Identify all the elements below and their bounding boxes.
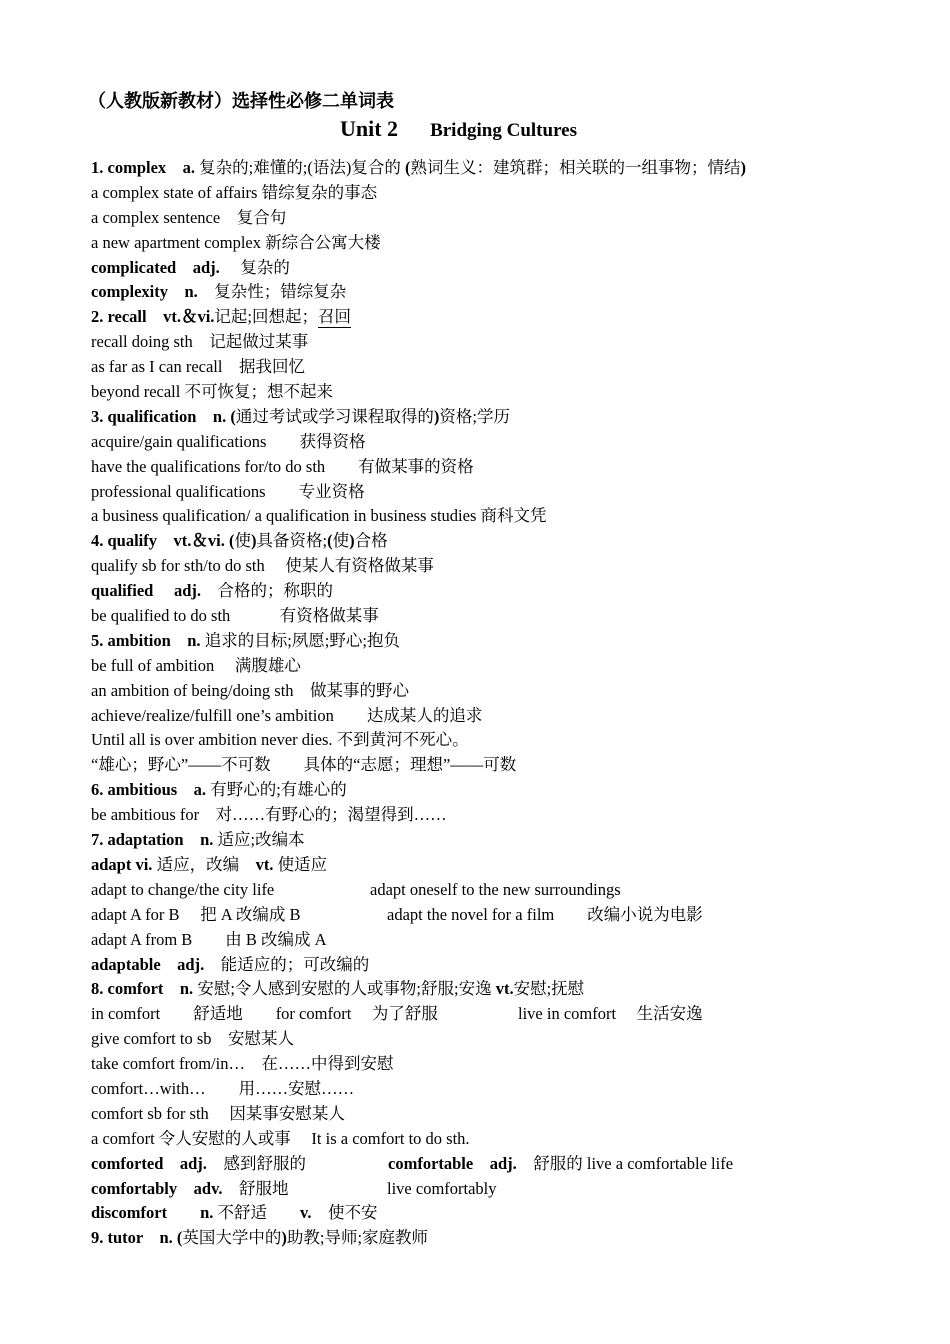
- vocab-line: [91, 380, 921, 405]
- headword-text: comforted adj.: [91, 1153, 207, 1173]
- line-text: [91, 208, 286, 227]
- headword-text: 4. qualify vt.＆vi. (: [91, 531, 235, 551]
- line-text: [91, 606, 379, 625]
- headword-text: ): [250, 531, 257, 551]
- definition-text: 有野心的;有雄心的: [210, 780, 347, 800]
- headword-text: adaptable adj.: [91, 954, 205, 974]
- vocab-line: [91, 355, 921, 380]
- definition-text: comfort sb for sth 因某事安慰某人: [91, 1103, 345, 1123]
- definition-text: adapt oneself to the new surroundings: [370, 879, 621, 899]
- line-text: [91, 681, 409, 700]
- vocab-line: [91, 1077, 921, 1102]
- line-text: [91, 930, 327, 949]
- line-text: [91, 581, 333, 600]
- definition-text: 适应;改编本: [217, 830, 305, 850]
- definition-text: be full of ambition 满腹雄心: [91, 655, 301, 675]
- definition-text: 熟词生义：建筑群；相关联的一组事物；情结: [410, 158, 741, 177]
- line-text: [91, 258, 290, 277]
- definition-text: be qualified to do sth 有资格做某事: [91, 606, 379, 626]
- definition-text: 安慰;令人感到安慰的人或事物;舒服;安逸: [197, 979, 496, 999]
- headword-text: 9. tutor n. (: [91, 1228, 183, 1248]
- definition-text: recall doing sth 记起做过某事: [91, 332, 309, 352]
- line-text: [91, 656, 301, 675]
- definition-text: 复杂的;难懂的;(语法)复合的: [199, 158, 405, 177]
- definition-text: give comfort to sb 安慰某人: [91, 1029, 295, 1049]
- vocab-line: [91, 455, 921, 480]
- definition-text: adapt A from B 由 B 改编成 A: [91, 929, 327, 949]
- line-text: [91, 1203, 377, 1222]
- vocab-line: [91, 1201, 921, 1226]
- definition-text: have the qualifications for/to do sth 有做某事的资格: [91, 456, 474, 476]
- line-text: [91, 432, 365, 451]
- definition-text: an ambition of being/doing sth 做某事的野心: [91, 680, 410, 700]
- line-text: [91, 1029, 294, 1048]
- line-text: [91, 955, 369, 974]
- line-text: [91, 183, 377, 202]
- line-text: [91, 780, 347, 799]
- line-text: [91, 1104, 345, 1123]
- line-text: [91, 631, 400, 650]
- definition-text: 不舒适: [213, 1203, 300, 1223]
- definition-text: a comfort 令人安慰的人或事 It is a comfort to do sth.: [91, 1128, 470, 1148]
- line-text: [91, 506, 547, 525]
- line-text-column: [388, 1152, 733, 1177]
- definition-text: 英国大学中的: [182, 1228, 282, 1248]
- document-title: （人教版新教材）选择性必修二单词表: [88, 91, 394, 112]
- vocab-line: [91, 504, 921, 529]
- line-text: [91, 1054, 393, 1073]
- vocab-line: [91, 256, 921, 281]
- definition-text: 追求的目标;夙愿;野心;抱负: [204, 630, 400, 650]
- definition-text: 使: [234, 531, 251, 551]
- definition-text: 通过考试或学习课程取得的: [235, 406, 434, 426]
- definition-text: 记起;回想起；: [214, 307, 319, 327]
- definition-text: take comfort from/in… 在……中得到安慰: [91, 1054, 394, 1074]
- vocab-line: [91, 853, 921, 878]
- unit-number: Unit 2: [340, 116, 399, 141]
- definition-text: a business qualification/ a qualification in business studies 商科文凭: [91, 506, 547, 526]
- vocab-line: [91, 554, 921, 579]
- vocab-line: [91, 654, 921, 679]
- definition-text: comfort…with… 用……安慰……: [91, 1078, 355, 1098]
- headword-text: complicated adj.: [91, 257, 220, 277]
- line-text: [91, 407, 510, 426]
- vocab-line: [91, 330, 921, 355]
- line-text: [91, 706, 482, 725]
- definition-text: 复杂的: [219, 257, 290, 277]
- headword-text: vt.: [495, 979, 514, 999]
- headword-text: adapt vi.: [91, 854, 157, 874]
- definition-text: 舒服的 live a comfortable life: [516, 1153, 734, 1173]
- headword-text: complexity n.: [91, 282, 198, 302]
- vocab-line: [91, 679, 921, 704]
- line-text: [91, 382, 333, 401]
- vocab-line: [91, 803, 921, 828]
- vocab-line: [91, 1002, 921, 1027]
- headword-text: 7. adaptation n.: [91, 830, 218, 850]
- line-text: [91, 1079, 354, 1098]
- headword-text: ): [433, 406, 440, 426]
- definition-text: 舒服地: [222, 1178, 289, 1198]
- headword-text: 5. ambition n.: [91, 630, 205, 650]
- definition-text: a complex state of affairs 错综复杂的事态: [91, 182, 378, 202]
- vocab-line: [91, 977, 921, 1002]
- line-text: [91, 1129, 470, 1148]
- definition-text: live comfortably: [387, 1178, 497, 1198]
- vocab-line: [91, 181, 921, 206]
- headword-text: (: [327, 531, 333, 551]
- line-text: [91, 755, 516, 774]
- definition-text: professional qualifications 专业资格: [91, 481, 365, 501]
- headword-text: 1. complex a.: [91, 158, 200, 177]
- line-text: [91, 158, 746, 177]
- definition-text: achieve/realize/fulfill one’s ambition 达成某人的追求: [91, 705, 483, 725]
- vocab-line: [91, 753, 921, 778]
- headword-text: (: [404, 158, 411, 177]
- headword-text: qualified adj.: [91, 581, 202, 601]
- definition-text: live in comfort 生活安逸: [518, 1004, 703, 1024]
- line-text: [91, 482, 365, 501]
- definition-text: 使: [332, 531, 350, 551]
- line-text: [91, 979, 584, 998]
- line-text: [91, 233, 381, 252]
- line-text: [91, 556, 434, 575]
- line-text: [91, 1004, 438, 1023]
- vocab-line: [91, 953, 921, 978]
- headword-text: ): [281, 1228, 287, 1248]
- vocab-line: [91, 629, 921, 654]
- vocab-line: [91, 604, 921, 629]
- vocab-line: [91, 704, 921, 729]
- unit-heading: [340, 116, 577, 142]
- vocab-line: [91, 1052, 921, 1077]
- vocab-line: [91, 928, 921, 953]
- vocab-line: [91, 1027, 921, 1052]
- vocab-line: [91, 728, 921, 753]
- definition-text: adapt the novel for a film 改编小说为电影: [387, 904, 703, 924]
- definition-text: 适应，改编: [156, 854, 256, 874]
- definition-text: a new apartment complex 新综合公寓大楼: [91, 232, 381, 252]
- definition-text: adapt A for B 把 A 改编成 B: [91, 904, 301, 924]
- line-text-column: [518, 1002, 703, 1027]
- line-text: [91, 1179, 289, 1198]
- line-text: [91, 1154, 306, 1173]
- line-text: [91, 332, 308, 351]
- vocab-line: [91, 405, 921, 430]
- definition-text: beyond recall 不可恢复；想不起来: [91, 382, 333, 402]
- definition-text: 合格的；称职的: [201, 581, 334, 601]
- headword-text: 6. ambitious a.: [91, 780, 211, 800]
- line-text: [91, 855, 327, 874]
- vocab-line: [91, 579, 921, 604]
- vocab-line: [91, 828, 921, 853]
- headword-text: 3. qualification n. (: [91, 406, 236, 426]
- line-text: [91, 730, 469, 749]
- line-text: [91, 282, 346, 301]
- vocab-line: [91, 1127, 921, 1152]
- line-text-column: [370, 878, 621, 903]
- definition-text: a complex sentence 复合句: [91, 207, 287, 227]
- line-text-column: [387, 903, 703, 928]
- line-text: [91, 307, 351, 328]
- line-text: [91, 531, 388, 550]
- headword-text: ): [349, 531, 355, 551]
- definition-text: Until all is over ambition never dies. 不到黄河不死心。: [91, 730, 469, 750]
- line-text: [91, 880, 274, 899]
- headword-text: comfortable adj.: [388, 1153, 517, 1173]
- headword-text: vt.: [255, 854, 278, 874]
- headword-text: comfortably adv.: [91, 1178, 223, 1198]
- definition-text: 感到舒服的: [206, 1153, 306, 1173]
- definition-text: 资格;学历: [439, 406, 510, 426]
- definition-text: 安慰;抚慰: [513, 979, 585, 999]
- line-text: [91, 805, 447, 824]
- line-text-column: [387, 1177, 497, 1202]
- vocab-line: [91, 206, 921, 231]
- vocab-line: [91, 305, 921, 330]
- headword-text: ): [740, 158, 746, 177]
- definition-text: 使不安: [311, 1203, 378, 1223]
- vocab-line: [91, 231, 921, 256]
- vocab-line: [91, 529, 921, 554]
- headword-text: v.: [300, 1203, 312, 1223]
- line-text: [91, 1228, 428, 1247]
- definition-text: 使适应: [277, 854, 328, 874]
- definition-text: in comfort 舒适地 for comfort 为了舒服: [91, 1004, 438, 1024]
- definition-text: 复杂性；错综复杂: [197, 282, 347, 302]
- vocab-line: [91, 430, 921, 455]
- line-text: [91, 457, 474, 476]
- definition-text: 具备资格;: [256, 531, 328, 551]
- definition-text: 助教;导师;家庭教师: [286, 1228, 429, 1248]
- definition-text: “雄心；野心”——不可数 具体的“志愿；理想”——可数: [91, 755, 517, 775]
- vocab-line: [91, 1226, 921, 1251]
- line-text: [91, 357, 305, 376]
- line-text: [91, 905, 300, 924]
- definition-text: as far as I can recall 据我回忆: [91, 357, 305, 377]
- definition-text: be ambitious for 对……有野心的；渴望得到……: [91, 805, 447, 825]
- headword-text: 8. comfort n.: [91, 979, 198, 999]
- unit-name: Bridging Cultures: [430, 120, 577, 141]
- line-text: [91, 830, 305, 849]
- vocab-line: [91, 778, 921, 803]
- vocab-line: [91, 1177, 921, 1202]
- headword-text: discomfort n.: [91, 1203, 214, 1223]
- definition-text: 召回: [318, 307, 352, 327]
- vocab-line: [91, 1102, 921, 1127]
- definition-text: acquire/gain qualifications 获得资格: [91, 431, 366, 451]
- definition-text: 能适应的；可改编的: [204, 954, 370, 974]
- vocabulary-list: [91, 156, 921, 1251]
- definition-text: qualify sb for sth/to do sth 使某人有资格做某事: [91, 556, 434, 576]
- vocab-line: [91, 878, 921, 903]
- definition-text: 合格: [354, 531, 388, 551]
- vocab-line: [91, 280, 921, 305]
- vocab-line: [91, 1152, 921, 1177]
- definition-text: adapt to change/the city life: [91, 879, 275, 899]
- vocab-line: [91, 156, 921, 181]
- headword-text: 2. recall vt.＆vi.: [91, 307, 215, 327]
- vocab-line: [91, 480, 921, 505]
- vocab-line: [91, 903, 921, 928]
